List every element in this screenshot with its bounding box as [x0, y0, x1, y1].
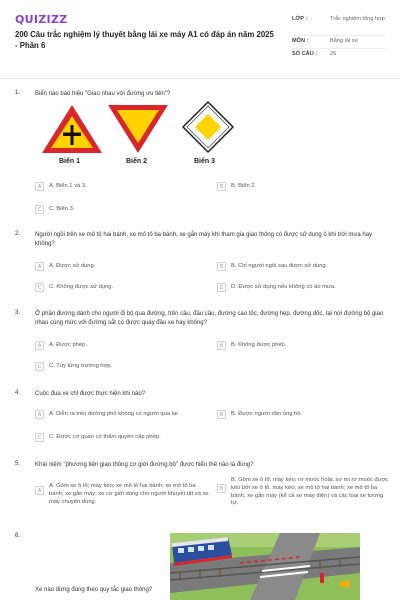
question-text: Xe nào dừng đúng theo quy tắc giao thông?	[35, 587, 153, 593]
option-letter-box: B	[217, 484, 226, 493]
railway-crossing-svg	[170, 533, 360, 600]
header-divider	[0, 78, 400, 79]
option-text: B. Được người dân ủng hộ.	[231, 410, 303, 417]
meta-value: Trắc nghiệm tổng hợp	[330, 16, 385, 22]
answer-option-c[interactable]	[35, 362, 112, 371]
question-text: Người ngồi trên xe mô tô hai bánh, xe mô tô ba bánh, xe gắn máy khi tham gia giao thông có được sử dụng ô khi trời mưa hay không?	[35, 232, 373, 247]
sign-label: Biển 3	[194, 158, 216, 165]
option-text: A. Được sử dụng.	[49, 262, 96, 269]
option-letter-box: A	[35, 410, 44, 419]
answer-option-c[interactable]	[35, 283, 113, 292]
option-text: C. Biển 3.	[49, 205, 75, 212]
option-text: A. Được phép.	[49, 341, 87, 348]
answer-option-a[interactable]	[35, 341, 87, 350]
question-number: 6.	[15, 533, 21, 539]
meta-value: Bằng lái xe	[330, 38, 358, 44]
worksheet-header	[0, 0, 400, 78]
option-letter-box: C	[35, 205, 44, 214]
answer-option-a[interactable]	[35, 483, 210, 506]
sign-label: Biển 2	[126, 158, 148, 165]
answer-option-a[interactable]	[35, 182, 87, 191]
sign-label: Biển 1	[59, 158, 81, 165]
option-text: B. Biển 2.	[231, 182, 257, 189]
option-letter-box: C	[35, 433, 44, 442]
option-letter-box: B	[217, 341, 226, 350]
question-text: Khái niệm "phương tiện giao thông cơ giới đường bộ" được hiểu thế nào là đúng?	[35, 462, 254, 468]
meta-row-class	[292, 14, 387, 36]
option-text: B. Chỉ người ngồi sau được sử dụng.	[231, 262, 328, 269]
option-text: C. Tùy từng trường hợp.	[49, 362, 113, 369]
option-letter-box: A	[35, 182, 44, 191]
option-letter-box: B	[217, 182, 226, 191]
option-letter-box: A	[35, 262, 44, 271]
answer-option-d[interactable]	[217, 283, 336, 292]
question-text: Ở phần đường dành cho người đi bộ qua đường, trên cầu, đầu cầu, đường cao tốc, đường hẹp, đường dốc, tại nơi đường bộ giao nhau cùng mức với đường sắt có được quay đầu xe hay không?	[35, 311, 384, 326]
option-text: B. Gồm xe ô tô; máy kéo; rơ moóc hoặc sơ mi rơ moóc được kéo bởi xe ô tô, máy kéo; xe mô tô hai bánh; xe mô tô ba bánh, xe gắn máy (kể cả xe máy điện) và các loại xe tương tự.	[231, 477, 389, 507]
question-number: 5.	[15, 461, 21, 467]
question-text: Biển nào báo hiệu "Giao nhau với đường ưu tiên"?	[35, 91, 171, 97]
option-letter-box: A	[35, 341, 44, 350]
meta-key: MÔN :	[292, 38, 309, 44]
option-letter-box: D	[217, 283, 226, 292]
meta-row-subject	[292, 36, 387, 49]
option-letter-box: C	[35, 362, 44, 371]
sign-2-give-way	[108, 105, 168, 153]
page-title: 200 Câu trắc nghiệm lý thuyết bằng lái xe máy A1 có đáp án năm 2025 - Phần 6	[15, 30, 274, 50]
answer-option-a[interactable]	[35, 410, 179, 419]
option-text: C. Không được sử dụng.	[49, 283, 114, 290]
meta-row-count	[292, 49, 387, 63]
question-text: Cuộc đua xe chỉ được thực hiện khi nào?	[35, 391, 146, 397]
option-text: C. Được cơ quan có thẩm quyền cấp phép.	[49, 433, 161, 440]
answer-option-a[interactable]	[35, 262, 95, 271]
meta-key: SỐ CÂU :	[292, 51, 318, 57]
question-number: 1.	[15, 90, 21, 96]
option-text: B. Không được phép.	[231, 341, 287, 348]
sign-3-priority-road	[183, 102, 233, 152]
question-number: 3.	[15, 310, 21, 316]
question-number: 4.	[15, 390, 21, 396]
meta-value: 25	[330, 51, 337, 57]
answer-option-b[interactable]	[217, 182, 256, 191]
sign-1-priority-road-crossing	[42, 105, 102, 153]
option-letter-box: C	[35, 283, 44, 292]
option-letter-box: A	[35, 486, 44, 495]
option-text: A. Biển 1 và 3.	[49, 182, 87, 189]
meta-table	[292, 14, 387, 63]
question-number: 2.	[15, 231, 21, 237]
answer-option-c[interactable]	[35, 433, 161, 442]
option-text: D. Được sử dụng nếu không có áo mưa.	[231, 283, 336, 290]
answer-option-b[interactable]	[217, 262, 327, 271]
option-letter-box: B	[217, 410, 226, 419]
quizizz-logo: QUIZIZZ	[15, 13, 68, 26]
answer-option-b[interactable]	[217, 410, 302, 419]
answer-option-b[interactable]	[217, 341, 286, 350]
traffic-signs-figure	[32, 100, 252, 172]
option-letter-box: B	[217, 262, 226, 271]
railway-crossing-illustration	[170, 533, 360, 600]
option-text: A. Gồm xe ô tô; máy kéo; xe mô tô hai bánh; xe mô tô ba bánh; xe gắn máy; xe cơ giới dùng cho người khuyết tật và xe máy chuyên dùng.	[49, 483, 209, 505]
answer-option-c[interactable]	[35, 205, 74, 214]
option-text: A. Diễn ra trên đường phố không có người qua lại.	[49, 410, 180, 417]
answer-option-b[interactable]	[217, 477, 392, 508]
meta-key: LỚP :	[292, 16, 308, 22]
